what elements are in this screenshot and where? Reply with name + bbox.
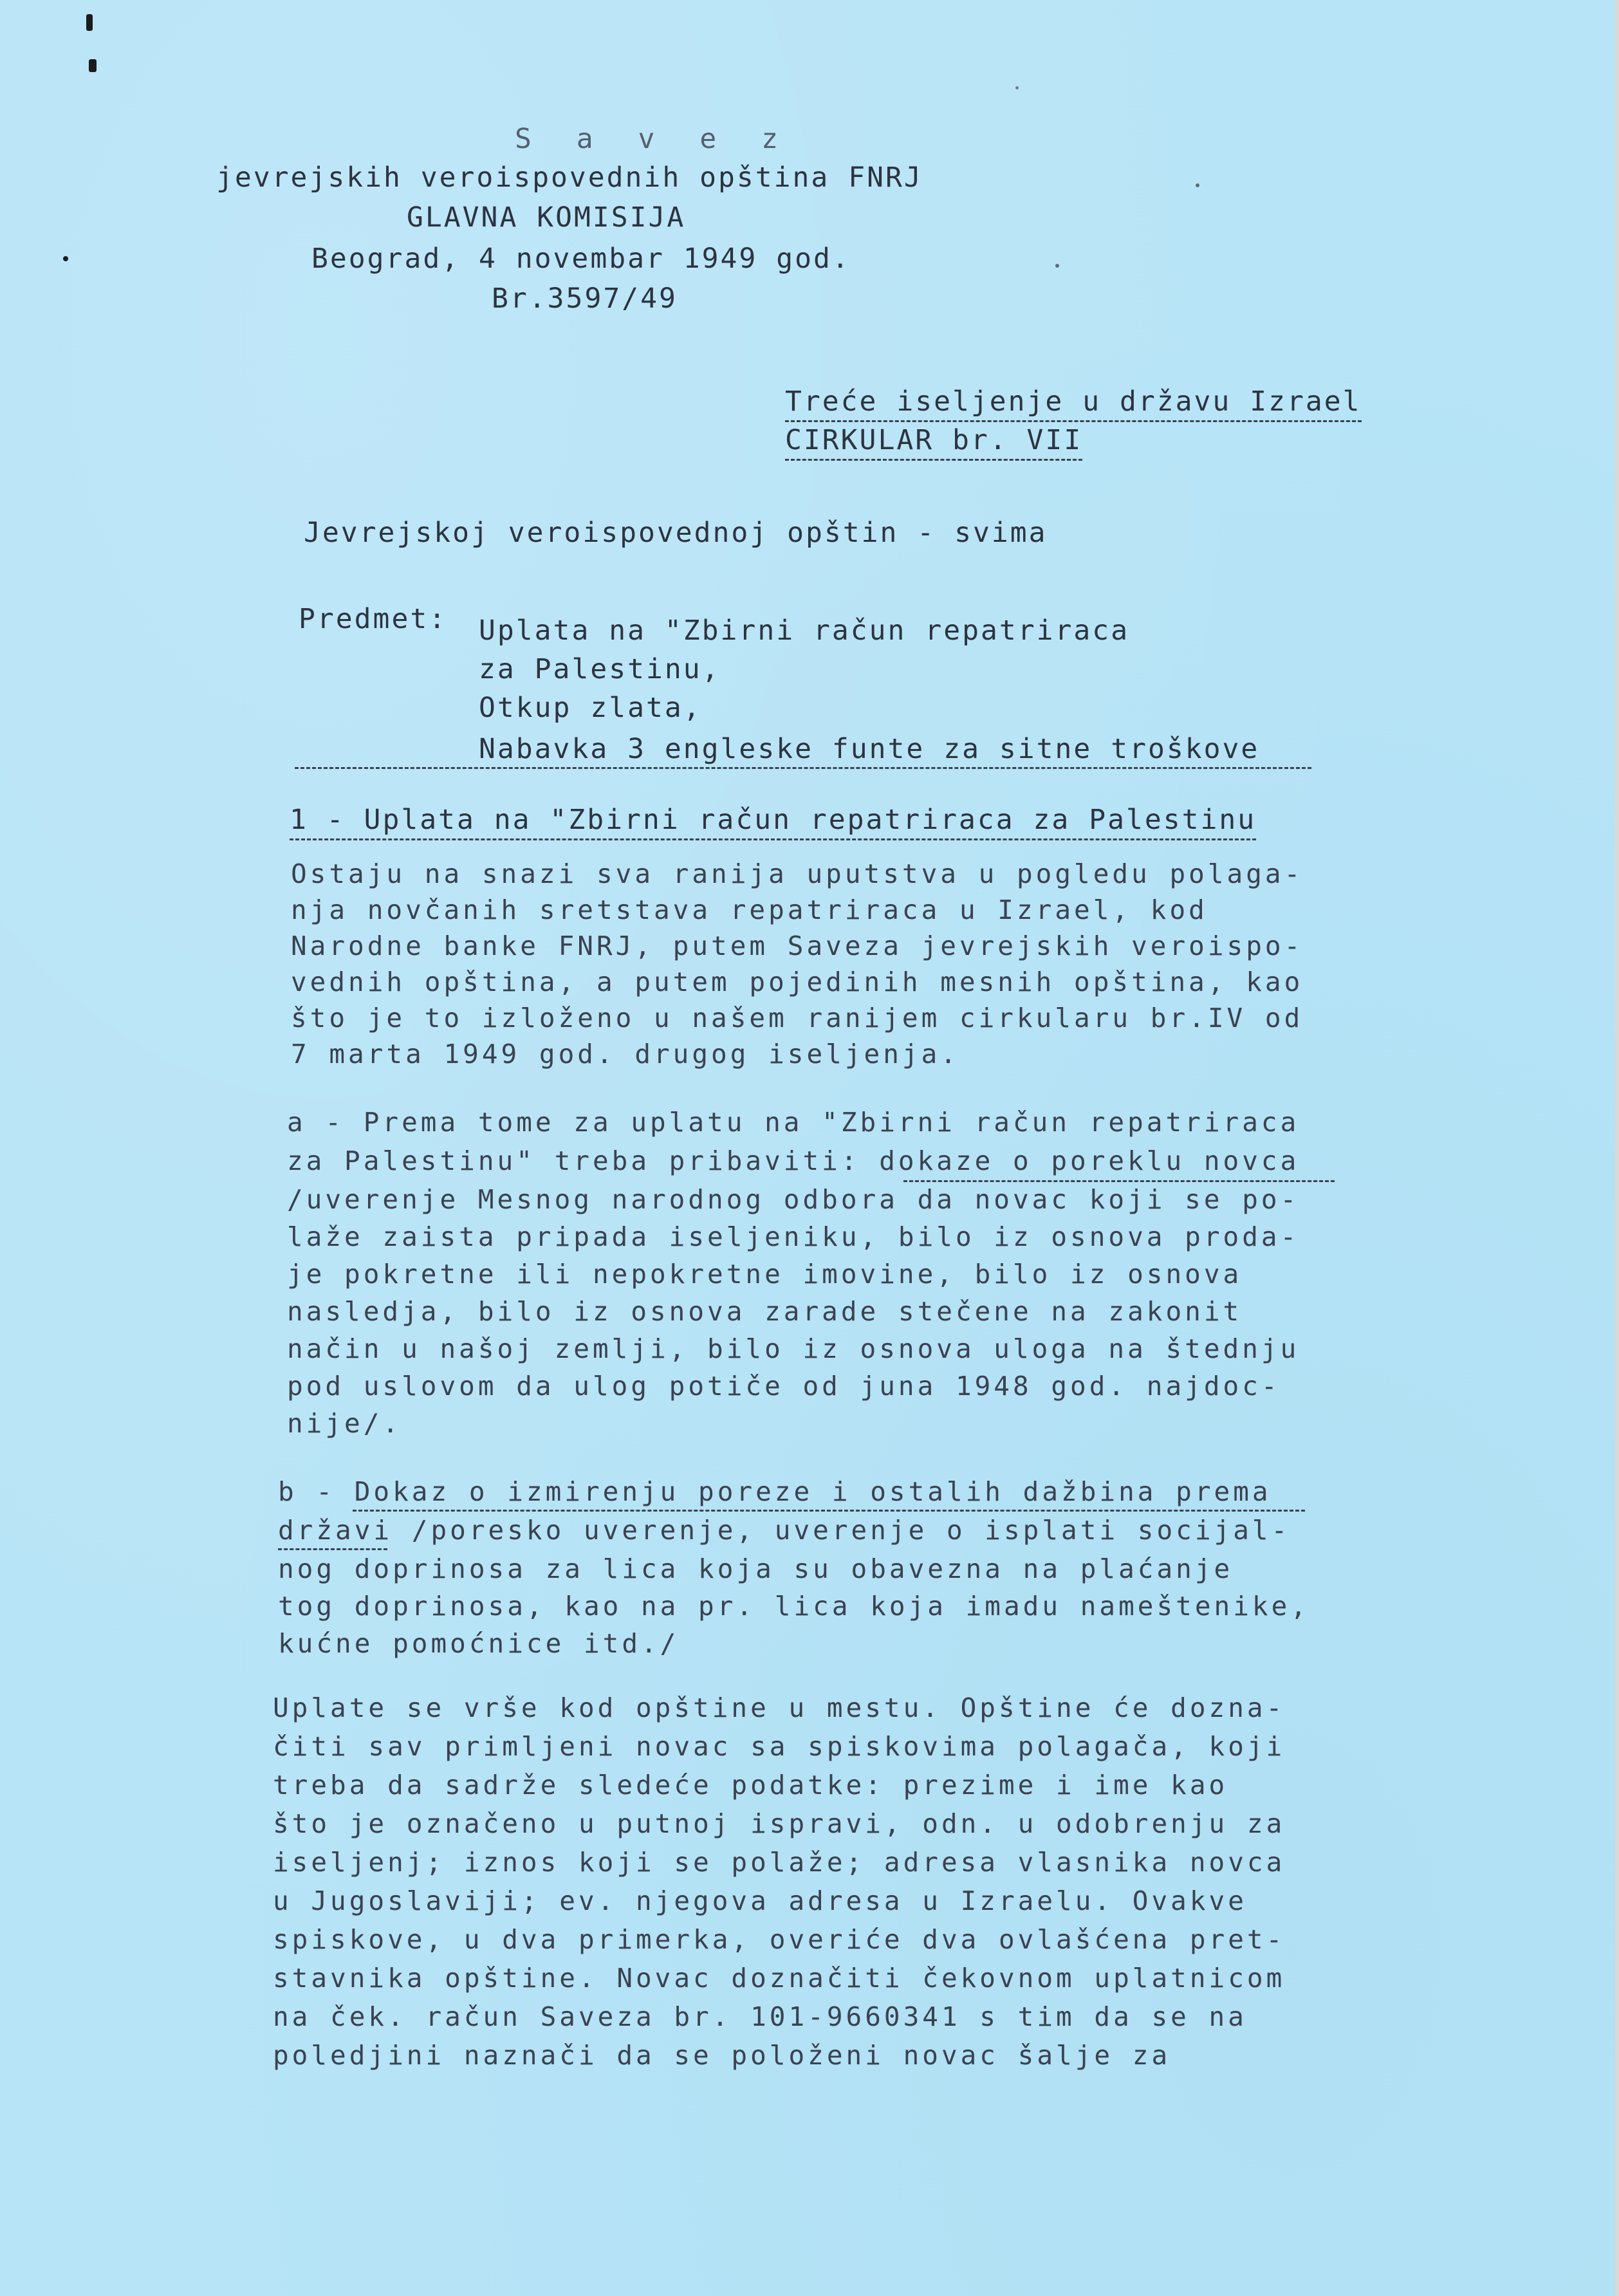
predmet-item: Nabavka 3 engleske funte za sitne troškove xyxy=(479,733,1260,765)
item-b-underline-2 xyxy=(278,1548,387,1550)
item-a-line: način u našoj zemlji, bilo iz osnova uloga na štednju xyxy=(287,1333,1300,1364)
predmet-item: Uplata na "Zbirni račun repatriraca xyxy=(479,615,1130,647)
predmet-item: za Palestinu, xyxy=(479,653,721,685)
paragraph-2-line: na ček. račun Saveza br. 101-9660341 s tim da se na xyxy=(273,2001,1247,2032)
header-line-2: jevrejskih veroispovednih opština FNRJ xyxy=(216,162,923,194)
speck xyxy=(1196,183,1199,187)
item-b-underline xyxy=(353,1510,1305,1512)
paragraph-1-line: Ostaju na snazi sva ranija uputstva u pogledu polaga- xyxy=(291,858,1304,889)
paragraph-1-line: 7 marta 1949 god. drugog iseljenja. xyxy=(291,1039,959,1069)
paragraph-1-line: nja novčanih sretstava repatriraca u Izrael, kod xyxy=(291,894,1208,925)
punch-mark xyxy=(89,59,97,72)
speck xyxy=(1015,86,1019,89)
item-a-line: za Palestinu" treba pribaviti: dokaze o poreklu novca xyxy=(287,1145,1300,1176)
paragraph-2-line: u Jugoslaviji; ev. njegova adresa u Izraelu. Ovakve xyxy=(273,1885,1247,1916)
paragraph-2-line: treba da sadrže sledeće podatke: prezime i ime kao xyxy=(273,1770,1228,1801)
paragraph-2-line: poledjini naznači da se položeni novac šalje za xyxy=(273,2040,1171,2071)
item-b-line: b - Dokaz o izmirenju poreze i ostalih dažbina prema xyxy=(278,1476,1272,1507)
header-line-1: S a v e z xyxy=(515,123,792,155)
header-line-3: GLAVNA KOMISIJA xyxy=(407,201,686,234)
item-a-line: nasledja, bilo iz osnova zarade stečene na zakonit xyxy=(287,1296,1243,1327)
item-b-line: kućne pomoćnice itd./ xyxy=(278,1628,680,1659)
paragraph-2-line: što je označeno u putnoj ispravi, odn. u odobrenju za xyxy=(273,1808,1286,1839)
predmet-underline xyxy=(295,767,1311,769)
item-a-line: pod uslovom da ulog potiče od juna 1948 god. najdoc- xyxy=(287,1371,1281,1402)
paragraph-2-line: iseljenj; iznos koji se polaže; adresa vlasnika novca xyxy=(273,1847,1286,1878)
speck xyxy=(63,256,68,261)
item-b-line: nog doprinosa za lica koja su obavezna na plaćanje xyxy=(278,1553,1234,1584)
paragraph-1-line: vednih opština, a putem pojedinih mesnih opština, kao xyxy=(291,967,1304,997)
header-number: Br.3597/49 xyxy=(492,282,678,315)
section-1-heading: 1 - Uplata na "Zbirni račun repatriraca za Palestinu xyxy=(290,802,1256,838)
predmet-item: Otkup zlata, xyxy=(479,692,702,724)
paragraph-2-line: Uplate se vrše kod opštine u mestu. Opštine će dozna- xyxy=(273,1692,1286,1723)
addressee: Jevrejskoj veroispovednoj opštin - svima xyxy=(304,517,1048,549)
item-a-line: laže zaista pripada iseljeniku, bilo iz osnova proda- xyxy=(287,1221,1300,1252)
predmet-label: Predmet: xyxy=(299,603,448,635)
item-b-line: tog doprinosa, kao na pr. lica koja imadu nameštenike, xyxy=(278,1591,1309,1622)
circular-title-1: Treće iseljenje u državu Izrael xyxy=(785,384,1362,420)
paragraph-2-line: stavnika opštine. Novac doznačiti čekovnom uplatnicom xyxy=(273,1963,1286,1994)
item-b-line: državi /poresko uverenje, uverenje o isplati socijal- xyxy=(278,1515,1291,1546)
paragraph-1-line: što je to izloženo u našem ranijem cirkularu br.IV od xyxy=(291,1003,1304,1033)
header-date: Beograd, 4 novembar 1949 god. xyxy=(311,243,851,275)
item-a-line: /uverenje Mesnog narodnog odbora da novac koji se po- xyxy=(287,1184,1300,1215)
paragraph-2-line: čiti sav primljeni novac sa spiskovima polagača, koji xyxy=(273,1731,1286,1762)
speck xyxy=(1055,264,1059,268)
paragraph-2-line: spiskove, u dva primerka, overiće dva ovlašćena pret- xyxy=(273,1924,1286,1955)
item-a-line: a - Prema tome za uplatu na "Zbirni račun repatriraca xyxy=(287,1107,1300,1138)
item-a-line: nije/. xyxy=(287,1408,402,1439)
item-a-line: je pokretne ili nepokretne imovine, bilo iz osnova xyxy=(287,1259,1243,1290)
circular-title-2: CIRKULAR br. VII xyxy=(785,422,1082,458)
punch-mark xyxy=(86,14,93,31)
paragraph-1-line: Narodne banke FNRJ, putem Saveza jevrejskih veroispo- xyxy=(291,930,1304,961)
